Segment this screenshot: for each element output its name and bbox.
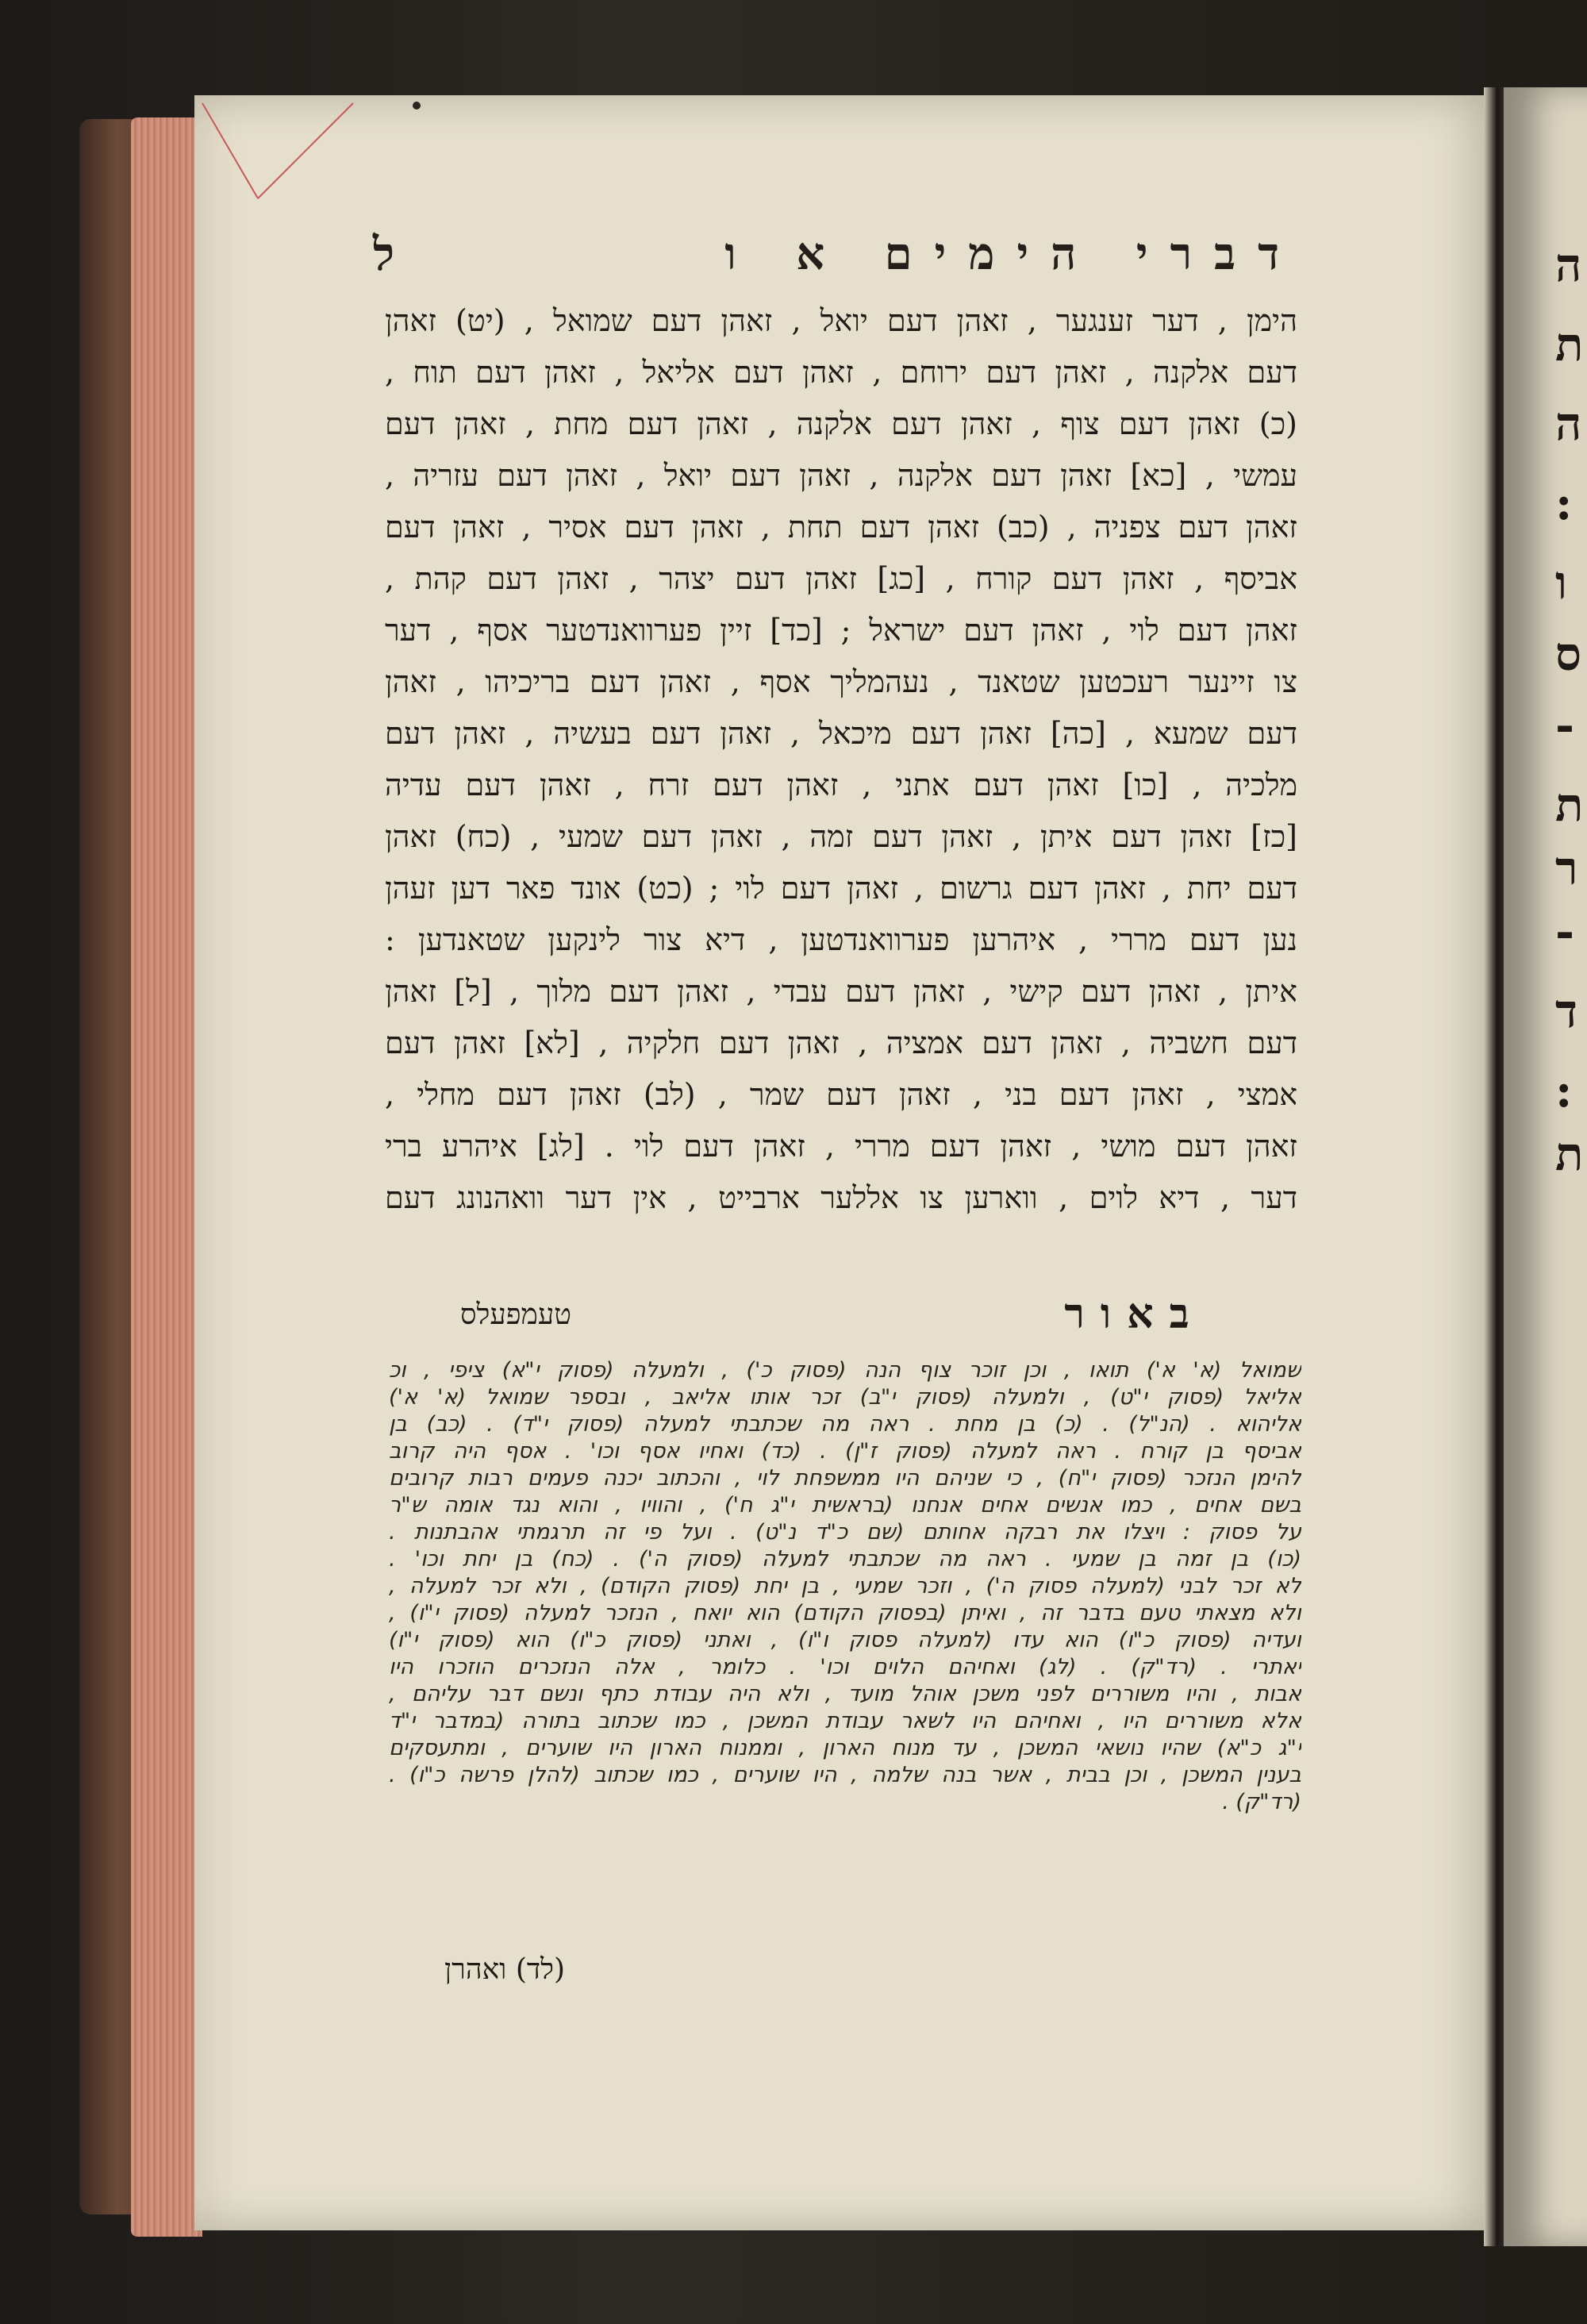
commentary-line: יאתרי . (רד"ק) . (לג) ואחיהם הלוים וכו' . כלומר , אלה הנזכרים הוזכרו היו <box>389 1655 1301 1680</box>
main-line: אביסף , זאהן דעם קורח , [כג] זאהן דעם יצהר , זאהן דעם קהת , <box>385 561 1297 596</box>
commentary-line: שמואל (א' א') תואו , וכן זוכר צוף הנה (פסוק כ') , ולמעלה (פסוק י"א) ציפי , וכ <box>389 1358 1301 1383</box>
main-line: זאהן דעם מושי , זאהן דעם מררי , זאהן דעם לוי . [לג] איהרע ברי <box>385 1129 1297 1164</box>
catchword-bottom: (לד) ואהרן <box>444 1953 566 1986</box>
main-line: דעם אלקנה , זאהן דעם ירוחם , זאהן דעם אליאל , זאהן דעם תוח , <box>385 355 1297 390</box>
main-line: נען דעם מררי , איהרען פערוואנדטען , דיא צור לינקען שטאנדען : <box>385 922 1297 957</box>
facing-glyph: ר <box>1555 841 1578 895</box>
main-line: דעם שמעא , [כה] זאהן דעם מיכאל , זאהן דעם בעשיה , זאהן דעם <box>385 716 1297 751</box>
commentary-line: אליהוא . (הנ"ל) . (כ) בן מחת . ראה מה שכתבתי למעלה (פסוק י"ד) . (כב) בן <box>389 1412 1301 1437</box>
page-edges <box>131 117 202 2237</box>
page-number: ל <box>373 227 395 281</box>
main-line: הימן , דער זענגער , זאהן דעם יואל , זאהן דעם שמואל , (יט) זאהן <box>385 303 1297 338</box>
commentary-line: (רד"ק) . <box>1222 1790 1301 1814</box>
main-line: עמשי , [כא] זאהן דעם אלקנה , זאהן דעם יואל , זאהן דעם עזריה , <box>385 458 1297 493</box>
facing-glyph: - <box>1555 905 1575 959</box>
facing-glyph: : <box>1555 476 1573 530</box>
commentary-line: בענין המשכן , וכן בבית , אשר בנה שלמה , היו שוערים , כמו שכתוב (להלן פרשה כ"ו) . <box>389 1763 1301 1787</box>
commentary-line: אליאל (פסוק י"ט) , ולמעלה (פסוק י"ב) זכר אותו אליאב , ובספר שמואל (א' א') <box>389 1385 1301 1410</box>
main-line: מלכיה , [כו] זאהן דעם אתני , זאהן דעם זרח , זאהן דעם עדיה <box>385 768 1297 802</box>
facing-glyph: ת <box>1555 317 1584 371</box>
facing-glyph: - <box>1555 698 1575 752</box>
running-header <box>373 222 1301 286</box>
main-line: זאהן דעם לוי , זאהן דעם ישראל ; [כד] זיין פערוואנדטער אסף , דער <box>385 613 1297 648</box>
facing-glyph: ד <box>1555 984 1577 1038</box>
commentary-line: בשם אחים , כמו אנשים אחים אנחנו (בראשית י"ג ח') , והוויו , והוא נגד אומה ש"ר <box>389 1493 1301 1518</box>
commentary-line: י"ג כ"א) שהיו נושאי המשכן , עד מנוח הארון , וממנוח הארון היו שוערים , ומתעסקים <box>389 1736 1301 1760</box>
commentary-line: ולא מצאתי טעם בדבר זה , ואיתן (בפסוק הקודם) הוא יואח , הנזכר למעלה (פסוק י"ו) , <box>389 1601 1301 1626</box>
commentary-line: אביסף בן קורח . ראה למעלה (פסוק ז"ן) . (כד) ואחיו אסף וכו' . אסף היה קרוב <box>389 1439 1301 1464</box>
catchword: טעמפעלס <box>460 1299 572 1331</box>
main-text <box>385 295 1297 1224</box>
main-line: דעם יחת , זאהן דעם גרשום , זאהן דעם לוי ; (כט) אונד פאר דען זעהן <box>385 871 1297 906</box>
facing-glyph: ס <box>1555 627 1581 681</box>
main-line: איתן , זאהן דעם קישי , זאהן דעם עבדי , זאהן דעם מלוך , [ל] זאהן <box>385 974 1297 1009</box>
commentary-line: (כו) בן זמה בן שמעי . ראה מה שכתבתי למעלה (פסוק ה') . (כח) בן יחת וכו' . <box>389 1547 1301 1572</box>
commentary-line: ועדיה (פסוק כ"ו) הוא עדו (למעלה פסוק ו"ו) , ואתני (פסוק כ"ו) הוא (פסוק י"ו) <box>389 1628 1301 1653</box>
commentary-line: אבות , והיו משוררים לפני משכן אוהל מועד , ולא היה עבודת כתף ונשם דבר עליהם , <box>389 1682 1301 1706</box>
commentary-line: על פסוק : ויצלו את רבקה אחותם (שם כ"ד נ"ט) . ועל פי זה תרגמתי אהבתנות . <box>389 1520 1301 1545</box>
facing-glyph: ו <box>1555 556 1567 610</box>
pencil-corner-mark <box>198 99 357 202</box>
commentary-line: אלא משוררים היו , ואחיהם היו לשאר עבודת המשכן , כמו שכתוב בתורה (במדבר י"ד <box>389 1709 1301 1733</box>
main-line: זאהן דעם צפניה , (כב) זאהן דעם תחת , זאהן דעם אסיר , זאהן דעם <box>385 510 1297 544</box>
facing-glyph: ת <box>1555 1127 1584 1181</box>
commentary <box>389 1357 1301 1816</box>
commentary-line: לא זכר לבני (למעלה פסוק ה') , וזכר שמעי , בן יחת (פסוק הקודם) , ולא זכר למעלה , <box>389 1574 1301 1599</box>
main-line: דער , דיא לוים , ווארען צו אללער ארבייט , אין דער וואהנונג דעם <box>385 1180 1297 1215</box>
commentary-title: באור <box>1064 1290 1205 1338</box>
facing-glyph: ת <box>1555 778 1584 832</box>
ink-dot <box>413 102 421 110</box>
main-line: [כז] זאהן דעם איתן , זאהן דעם זמה , זאהן דעם שמעי , (כח) זאהן <box>385 819 1297 854</box>
facing-glyph: : <box>1555 1064 1573 1118</box>
facing-glyph: ה <box>1555 397 1582 451</box>
commentary-header <box>460 1290 1293 1345</box>
main-line: צו זיינער רעכטען שטאנד , נעהמליך אסף , זאהן דעם בריכיהו , זאהן <box>385 664 1297 699</box>
main-line: (כ) זאהן דעם צוף , זאהן דעם אלקנה , זאהן דעם מחת , זאהן דעם <box>385 406 1297 441</box>
facing-glyph: ה <box>1555 238 1582 292</box>
main-line: דעם חשביה , זאהן דעם אמציה , זאהן דעם חלקיה , [לא] זאהן דעם <box>385 1025 1297 1060</box>
commentary-line: להימן הנזכר (פסוק י"ח) , כי שניהם היו ממשפחת לוי , והכתוב יכנה פעמים רבות קרובים <box>389 1466 1301 1491</box>
running-title: דברי הימים א ו <box>724 228 1301 280</box>
main-line: אמצי , זאהן דעם בני , זאהן דעם שמר , (לב) זאהן דעם מחלי , <box>385 1077 1297 1112</box>
